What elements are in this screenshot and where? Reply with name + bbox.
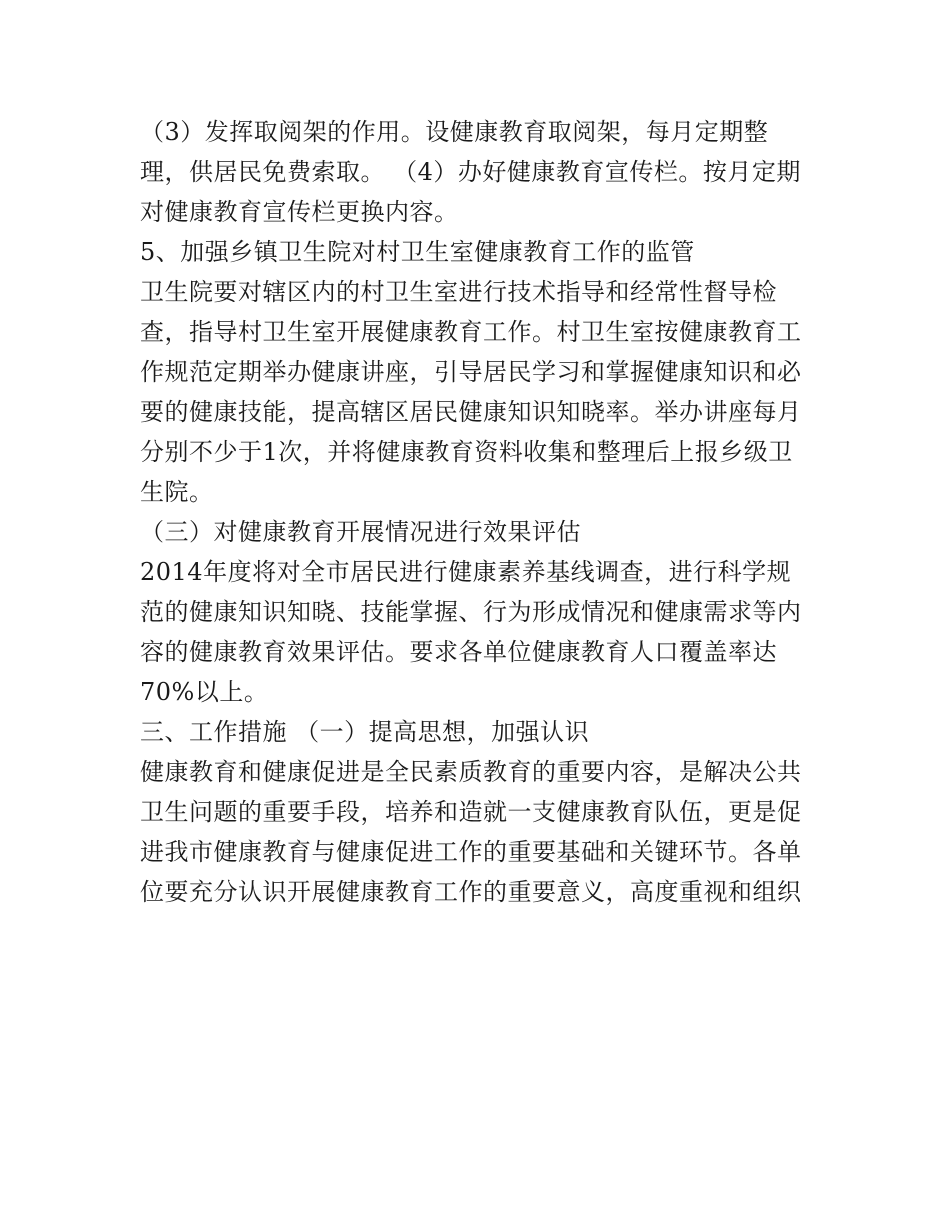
text-line: 卫生院要对辖区内的村卫生室进行技术指导和经常性督导检 [140,278,777,306]
text-line: （3）发挥取阅架的作用。设健康教育取阅架，每月定期整 [140,118,769,146]
paragraph-evaluation [140,552,820,712]
text-line: 生院。 [140,478,214,506]
paragraph-supervision [140,272,820,512]
text-line: 进我市健康教育与健康促进工作的重要基础和关键环节。各单 [140,838,802,866]
text-line: 容的健康教育效果评估。要求各单位健康教育人口覆盖率达 [140,638,777,666]
text-line: 分别不少于1次，并将健康教育资料收集和整理后上报乡级卫 [140,438,793,466]
heading-line: 5、加强乡镇卫生院对村卫生室健康教育工作的监管 [140,238,695,266]
text-line: 对健康教育宣传栏更换内容。 [140,198,459,226]
section-heading-measures [140,712,820,752]
text-line: 要的健康技能，提高辖区居民健康知识知晓率。举办讲座每月 [140,398,802,426]
heading-line: 三、工作措施 （一）提高思想，加强认识 [140,718,590,746]
paragraph-measures [140,752,820,912]
text-line: 范的健康知识知晓、技能掌握、行为形成情况和健康需求等内 [140,598,802,626]
text-line: 70%以上。 [140,678,269,706]
section-heading-evaluation [140,512,820,552]
paragraph-reading-rack [140,112,820,232]
document-body [140,112,820,912]
text-line: 作规范定期举办健康讲座，引导居民学习和掌握健康知识和必 [140,358,802,386]
section-heading-supervision [140,232,820,272]
text-line: 健康教育和健康促进是全民素质教育的重要内容，是解决公共 [140,758,802,786]
text-line: 理，供居民免费索取。 （4）办好健康教育宣传栏。按月定期 [140,158,801,186]
heading-line: （三）对健康教育开展情况进行效果评估 [140,518,581,546]
text-line: 查，指导村卫生室开展健康教育工作。村卫生室按健康教育工 [140,318,802,346]
text-line: 位要充分认识开展健康教育工作的重要意义，高度重视和组织 [140,878,802,906]
text-line: 卫生问题的重要手段，培养和造就一支健康教育队伍，更是促 [140,798,802,826]
text-line: 2014年度将对全市居民进行健康素养基线调查，进行科学规 [140,558,792,586]
